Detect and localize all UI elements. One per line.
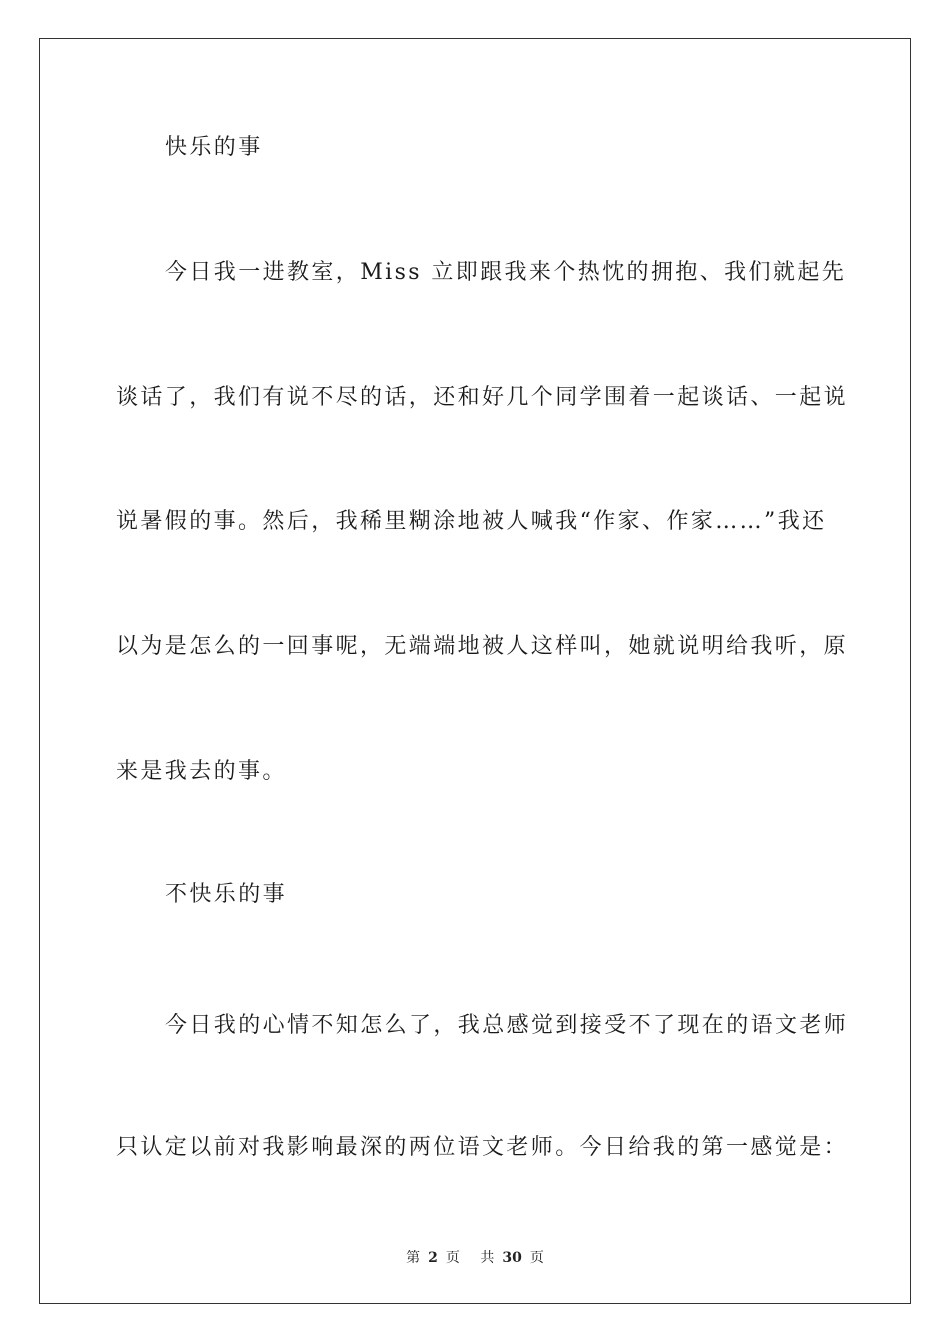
paragraph-line: 说暑假的事。然后，我稀里糊涂地被人喊我“作家、作家……”我还 xyxy=(116,509,827,534)
total-unit: 页 xyxy=(529,1250,544,1266)
paragraph-line: 谈话了，我们有说不尽的话，还和好几个同学围着一起谈话、一起说 xyxy=(116,385,849,410)
total-prefix: 共 xyxy=(480,1250,495,1266)
page-unit: 页 xyxy=(445,1250,460,1266)
page-indicator xyxy=(402,1250,464,1266)
paragraph-line: 来是我去的事。 xyxy=(116,759,287,784)
page-footer xyxy=(0,1247,950,1267)
paragraph-line: 以为是怎么的一回事呢，无端端地被人这样叫，她就说明给我听，原 xyxy=(116,634,849,659)
current-page-number: 2 xyxy=(428,1250,438,1266)
paragraph-line: 今日我的心情不知怎么了，我总感觉到接受不了现在的语文老师 xyxy=(165,1013,849,1038)
section-heading-happy: 快乐的事 xyxy=(165,135,263,160)
page-prefix: 第 xyxy=(406,1250,421,1266)
paragraph-line: 只认定以前对我影响最深的两位语文老师。今日给我的第一感觉是： xyxy=(116,1135,849,1160)
page-border xyxy=(39,38,911,1304)
total-pages-indicator xyxy=(476,1250,547,1266)
total-page-number: 30 xyxy=(502,1250,522,1266)
section-heading-unhappy: 不快乐的事 xyxy=(165,882,288,907)
paragraph-line: 今日我一进教室，Miss 立即跟我来个热忱的拥抱、我们就起先 xyxy=(165,260,847,285)
